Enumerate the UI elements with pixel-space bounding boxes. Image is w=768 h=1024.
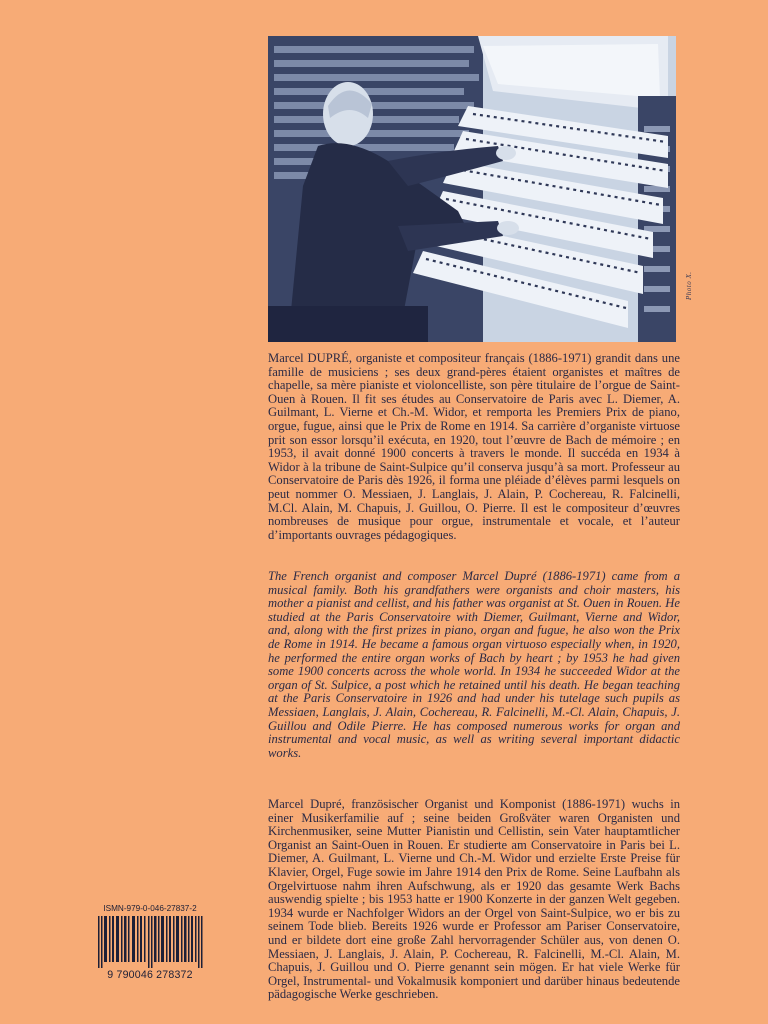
ismn-number: ISMN-979-0-046-27837-2 xyxy=(103,904,197,913)
barcode-digits: 9 790046 278372 xyxy=(107,969,193,981)
barcode-block xyxy=(94,904,206,981)
biography-french: Marcel DUPRÉ, organiste et compositeur français (1886-1971) grandit dans une famille de musiciens ; ses deux grand-pères étaient organistes et maîtres de chapelle, sa mère pianiste et violoncelliste, son père titulaire de l’orgue de Saint-Ouen à Rouen. Il fit ses études au Conservatoire de Paris avec L. Diemer, A. Guilmant, L. Vierne et Ch.-M. Widor, et remporta les Premiers Prix de piano, orgue, fugue, ainsi que le Prix de Rome en 1914. Sa carrière d’organiste virtuose prit son essor lorsqu’il exécuta, en 1920, tout l’œuvre de Bach de mémoire ; en 1953, il avait donné 1900 concerts à travers le monde. Il succéda en 1934 à Widor à la tribune de Saint-Sulpice qu’il conserva jusqu’à sa mort. Professeur au Conservatoire de Paris dès 1926, il forma une pléiade d’élèves parmi lesquels on peut nommer O. Messiaen, J. Langlais, J. Alain, P. Cochereau, R. Falcinelli, M.Cl. Alain, M. Chapuis, J. Guillou, O. Pierre. Il est le compositeur d’œuvres nombreuses de musique pour orgue, instrumentale et vocale, et l’auteur d’importants ouvrages pédagogiques. xyxy=(268,351,680,542)
biography-english: The French organist and composer Marcel Dupré (1886-1971) came from a musical family. Both his grandfathers were organists and choir masters, his mother a pianist and cellist, and his father was organist at St. Ouen in Rouen. He studied at the Paris Conservatoire with Diemer, Guilmant, Vierne and Widor, and, along with the first prizes in piano, organ and fugue, he also won the Prix de Rome in 1914. He became a famous organ virtuoso especially when, in 1920, he performed the entire organ works of Bach by heart ; by 1953 he had given some 1900 concerts across the whole world. In 1934 he succeeded Widor at the organ of St. Sulpice, a post which he retained until his death. He began teaching at the Paris Conservatoire in 1926 and had under his tutelage such pupils as Messiaen, Langlais, J. Alain, Cochereau, R. Falcinelli, M.-Cl. Alain, Chapuis, J. Guillou and Odile Pierre. He has composed numerous works for organ and instrumental and vocal music, as well as writing several important didactic works. xyxy=(268,569,680,760)
biography-german: Marcel Dupré, französischer Organist und Komponist (1886-1971) wuchs in einer Musikerfamilie auf ; seine beiden Großväter waren Organisten und Kirchenmusiker, seine Mutter Pianistin und Cellistin, sein Vater hauptamtlicher Organist an Saint-Ouen in Rouen. Er studierte am Conservatoire in Paris bei L. Diemer, A. Guilmant, L. Vierne und Ch.-M. Widor und erzielte Erste Preise für Klavier, Orgel, Fuge sowie im Jahre 1914 den Prix de Rome. Seine Laufbahn als Orgelvirtuose nahm ihren Aufschwung, als er 1920 das gesamte Werk Bachs auswendig spielte ; bis 1953 hatte er 1900 Konzerte in der ganzen Welt gegeben. 1934 wurde er Nachfolger Widors an der Orgel von Saint-Sulpice, wo er bis zu seinem Tode blieb. Bereits 1926 wurde er Professor am Pariser Conservatoire, und er bildete dort eine große Zahl hervorragender Schüler aus, von denen O. Messiaen, J. Langlais, J. Alain, P. Cochereau, R. Falcinelli, M.-Cl. Alain, M. Chapuis, J. Guillou und O. Pierre genannt sein mögen. Er hat viele Werke für Orgel, Instrumental- und Vokalmusik komponiert und darüber hinaus bedeutende pädagogische Werke geschrieben. xyxy=(268,797,680,1002)
barcode-bars xyxy=(94,916,206,968)
organist-photo xyxy=(268,36,676,342)
organ-console-illustration xyxy=(268,36,676,342)
photo-credit: Photo X. xyxy=(685,271,693,300)
